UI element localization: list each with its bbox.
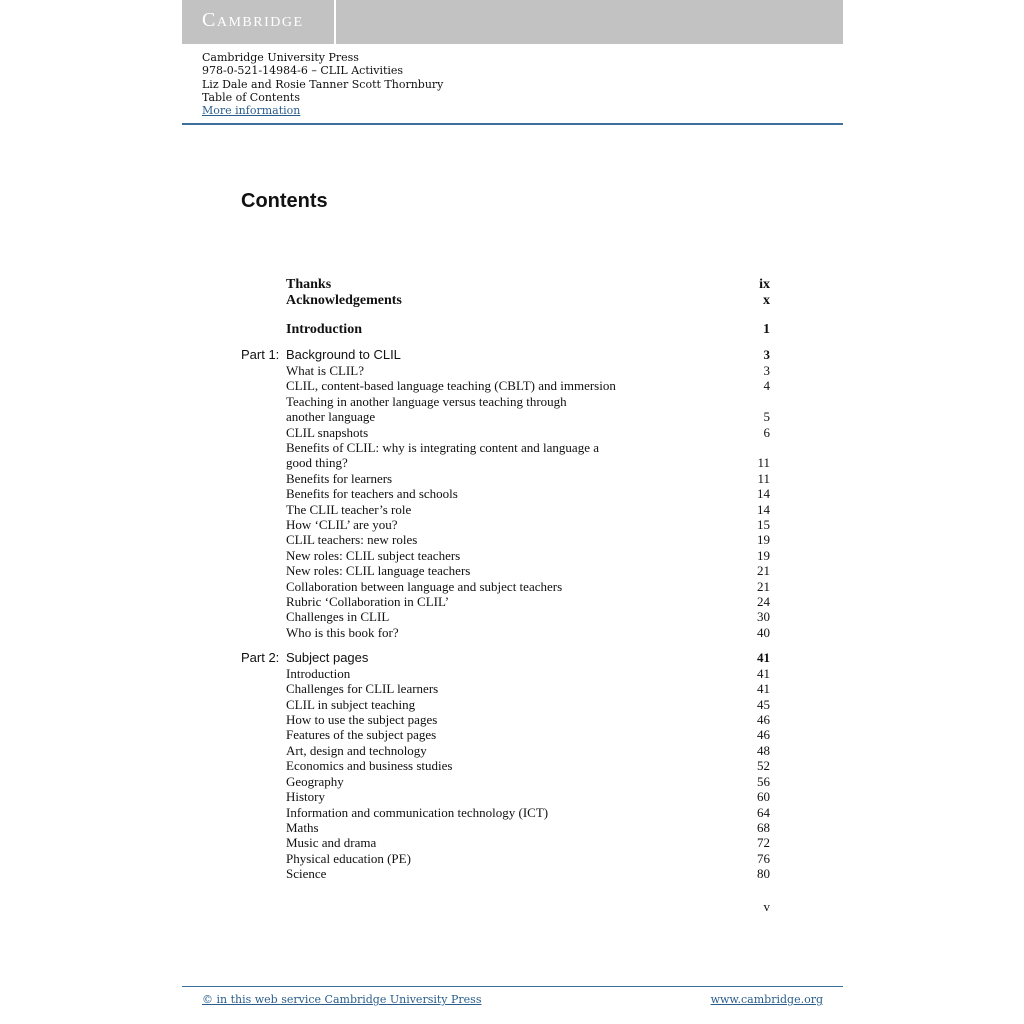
toc-entry (286, 697, 770, 713)
toc-entry-title: Rubric ‘Collaboration in CLIL’ (286, 594, 450, 609)
toc-entry-title: Features of the subject pages (286, 727, 437, 742)
toc-entry-title: Music and drama (286, 835, 377, 850)
header-divider (182, 123, 843, 125)
toc-entry (286, 409, 770, 425)
toc-entry (286, 758, 770, 774)
toc-entry-title: Introduction (286, 666, 351, 681)
toc-entry-page: 4 (763, 378, 770, 393)
toc-entry-page: 14 (757, 486, 770, 501)
toc-part-title: Subject pages (286, 650, 369, 665)
toc-entry-page: 19 (757, 548, 770, 563)
toc-part-page: 3 (763, 347, 770, 362)
toc-entry-title: Teaching in another language versus teaching through (286, 394, 567, 409)
header-banner (182, 0, 843, 44)
toc-entry-title: Collaboration between language and subject teachers (286, 579, 563, 594)
toc-entry (286, 378, 770, 394)
toc-entry-page: 56 (757, 774, 770, 789)
toc-entry-title: CLIL teachers: new roles (286, 532, 418, 547)
toc-entry (286, 609, 770, 625)
section-line: Table of Contents (202, 90, 301, 104)
copyright-link[interactable]: © in this web service Cambridge University Press (202, 993, 482, 1006)
more-information-link[interactable]: More information (202, 104, 301, 118)
part-1-label: Part 1: (241, 347, 280, 362)
toc-entry-title: History (286, 789, 325, 804)
toc-entry (286, 625, 770, 641)
toc-entry-acknowledgements (286, 293, 770, 309)
toc-entry-title: Challenges for CLIL learners (286, 681, 439, 696)
toc-entry (286, 805, 770, 821)
footer (202, 992, 823, 1008)
cambridge-logo: Cambridge (202, 9, 304, 31)
toc-entry (286, 486, 770, 502)
toc-entry (286, 548, 770, 564)
toc-entry-page: 48 (757, 743, 770, 758)
toc-entry-title: Acknowledgements (286, 293, 402, 308)
toc-entry-page: 60 (757, 789, 770, 804)
toc-entry (286, 471, 770, 487)
toc-entry-page: 46 (757, 712, 770, 727)
toc-part-page: 41 (757, 650, 770, 665)
toc-entry (286, 743, 770, 759)
toc-entry-title: Economics and business studies (286, 758, 453, 773)
toc-entry-page: x (763, 293, 770, 308)
toc-entry-title: New roles: CLIL language teachers (286, 563, 471, 578)
toc-entry-title: Thanks (286, 277, 332, 292)
toc-entry (286, 579, 770, 595)
toc-entry-page: 40 (757, 625, 770, 640)
logo-divider (334, 0, 336, 44)
page-number: v (763, 899, 770, 914)
toc-entry-page: 30 (757, 609, 770, 624)
toc-entry-title: Art, design and technology (286, 743, 427, 758)
toc-entry-page: 21 (757, 563, 770, 578)
toc-entry-title: Benefits of CLIL: why is integrating content and language a (286, 440, 599, 455)
toc-entry-title: Physical education (PE) (286, 851, 411, 866)
authors-line: Liz Dale and Rosie Tanner Scott Thornbury (202, 77, 444, 91)
cambridge-website-link[interactable]: www.cambridge.org (710, 993, 823, 1006)
toc-entry-page: 14 (757, 502, 770, 517)
toc-entry-page: 52 (757, 758, 770, 773)
toc-entry (286, 502, 770, 518)
book-metadata (202, 51, 443, 117)
toc-entry-page: 68 (757, 820, 770, 835)
toc-entry-title: What is CLIL? (286, 363, 364, 378)
toc-entry-page: 6 (763, 425, 770, 440)
toc-entry (286, 727, 770, 743)
toc-entry (286, 363, 770, 379)
toc-entry-page: 80 (757, 866, 770, 881)
toc-entry (286, 532, 770, 548)
toc-part-title: Background to CLIL (286, 347, 401, 362)
toc-entry-title: How to use the subject pages (286, 712, 438, 727)
toc-entry-page: ix (759, 277, 770, 292)
toc-entry-page: 19 (757, 532, 770, 547)
toc-entry-title: CLIL, content-based language teaching (CBLT) and immersion (286, 378, 616, 393)
toc-entry-title: Information and communication technology (ICT) (286, 805, 549, 820)
toc-entry-title: good thing? (286, 455, 348, 470)
toc-entry-page: 64 (757, 805, 770, 820)
toc-entry-page: 46 (757, 727, 770, 742)
toc-entry (286, 866, 770, 882)
toc-entry-page: 21 (757, 579, 770, 594)
toc-entry (286, 681, 770, 697)
toc-entry-page: 45 (757, 697, 770, 712)
toc-entry-page: 3 (763, 363, 770, 378)
toc-entry-introduction (286, 322, 770, 338)
toc-entry (286, 820, 770, 836)
toc-entry-title: Who is this book for? (286, 625, 399, 640)
toc-entry-page: 15 (757, 517, 770, 532)
toc-entry-title: Benefits for teachers and schools (286, 486, 458, 501)
toc-entry-page: 11 (757, 455, 770, 470)
toc-entry-title: Challenges in CLIL (286, 609, 390, 624)
toc-entry (286, 666, 770, 682)
toc-entry-title: CLIL in subject teaching (286, 697, 416, 712)
toc-entry-title: Geography (286, 774, 344, 789)
toc-entry-title: How ‘CLIL’ are you? (286, 517, 398, 532)
toc-entry-page: 41 (757, 681, 770, 696)
toc-entry (286, 563, 770, 579)
toc-entry-title: another language (286, 409, 376, 424)
toc-part-2-heading (286, 650, 770, 666)
toc-entry (286, 789, 770, 805)
toc-entry (286, 851, 770, 867)
toc-entry-title: Introduction (286, 322, 362, 337)
toc-entry (286, 455, 770, 471)
toc-entry (286, 425, 770, 441)
toc-entry (286, 594, 770, 610)
toc-entry (286, 835, 770, 851)
toc-entry (286, 394, 770, 410)
toc-entry-page: 72 (757, 835, 770, 850)
toc-entry-page: 1 (763, 322, 770, 337)
toc-entry-title: CLIL snapshots (286, 425, 369, 440)
toc-entry (286, 774, 770, 790)
toc-entry-page: 5 (763, 409, 770, 424)
toc-entry-page: 76 (757, 851, 770, 866)
publisher-line: Cambridge University Press (202, 51, 359, 64)
toc-entry (286, 712, 770, 728)
footer-divider (182, 986, 843, 987)
toc-entry-title: Maths (286, 820, 319, 835)
toc-entry (286, 517, 770, 533)
isbn-line: 978-0-521-14984-6 – CLIL Activities (202, 64, 404, 78)
toc-entry-page: 24 (757, 594, 770, 609)
toc-entry-page: 41 (757, 666, 770, 681)
toc-entry-page: 11 (757, 471, 770, 486)
toc-part-1-heading (286, 347, 770, 363)
toc-entry-title: New roles: CLIL subject teachers (286, 548, 461, 563)
toc-entry-thanks (286, 277, 770, 293)
page-title: Contents (241, 190, 328, 212)
toc-entry (286, 440, 770, 456)
toc-entry-title: The CLIL teacher’s role (286, 502, 412, 517)
toc-entry-title: Benefits for learners (286, 471, 393, 486)
part-2-label: Part 2: (241, 650, 280, 665)
toc-entry-title: Science (286, 866, 327, 881)
